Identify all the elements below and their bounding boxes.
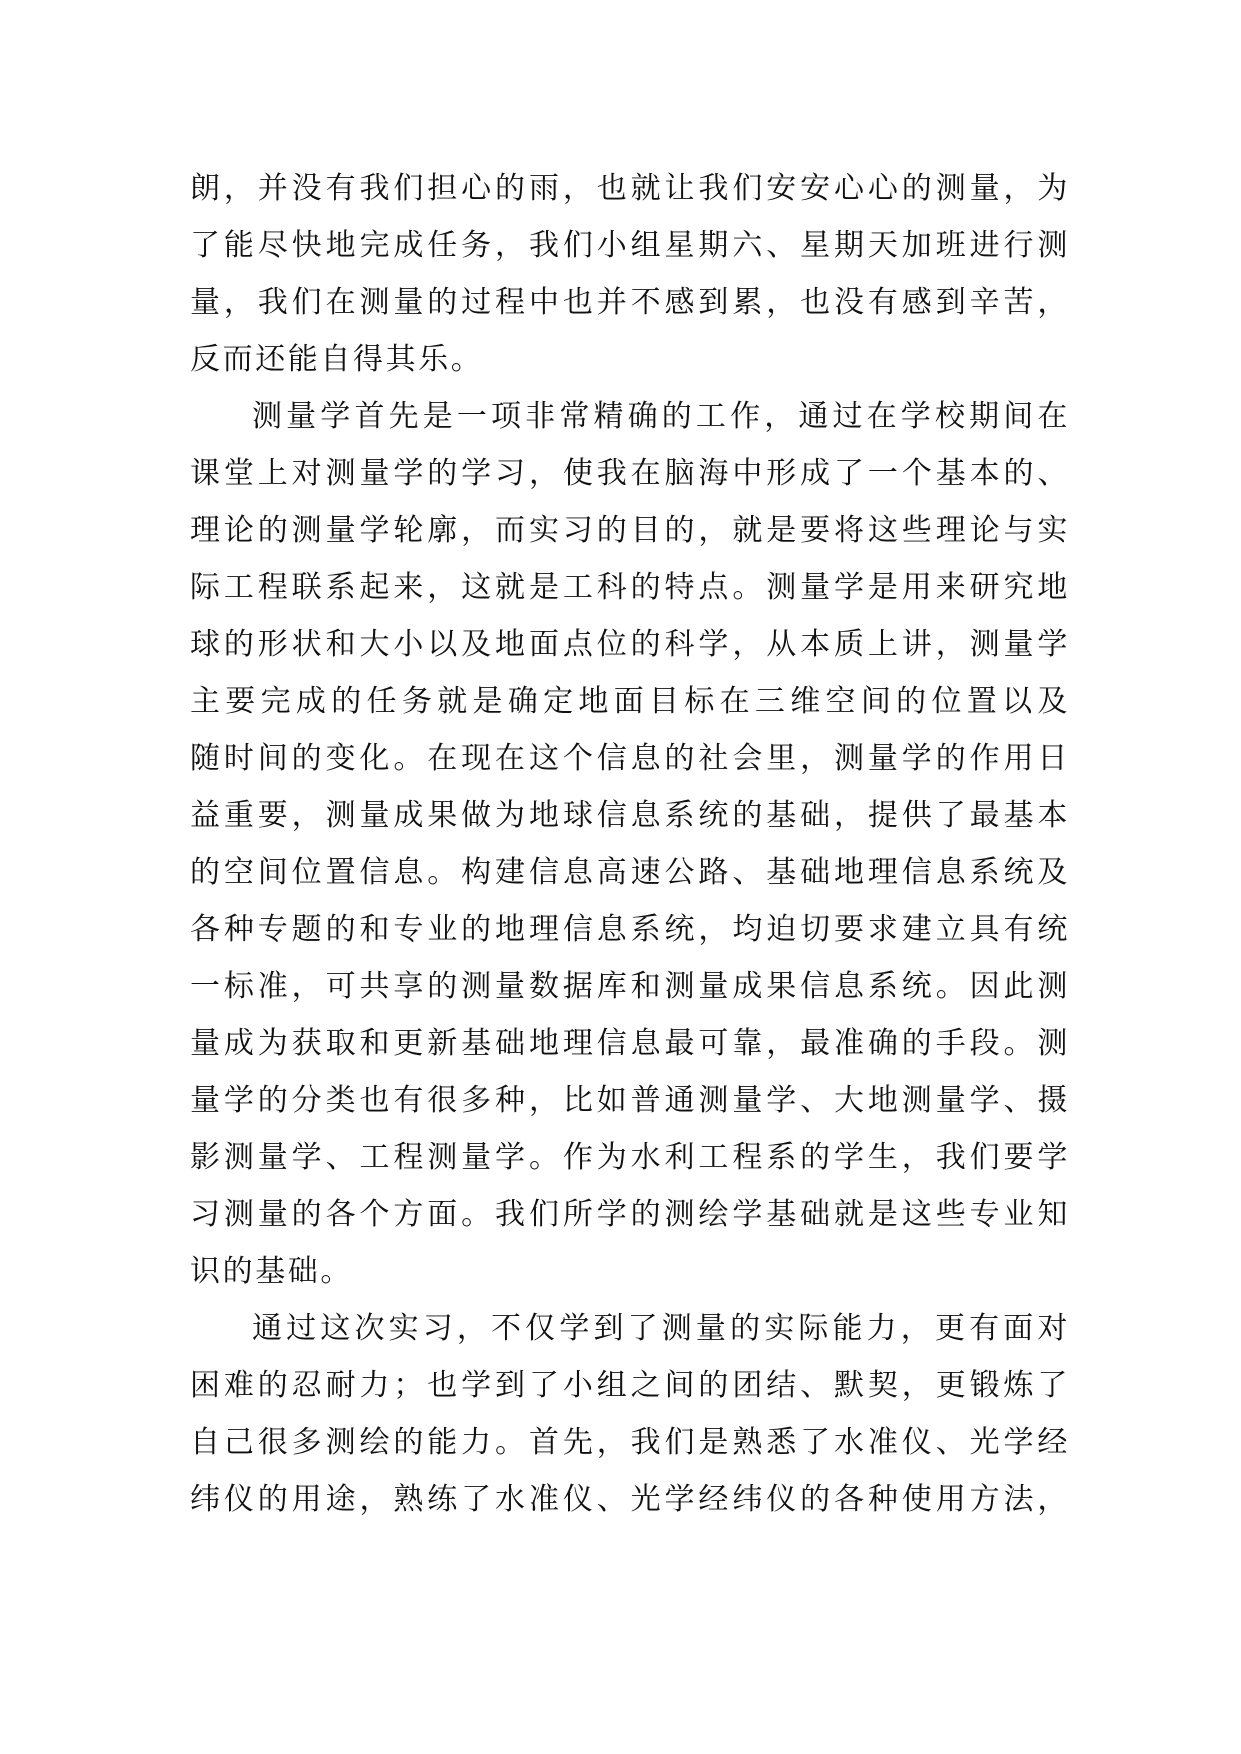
text-line: 自己很多测绘的能力。首先，我们是熟悉了水准仪、光学经: [190, 1425, 1070, 1460]
text-line: 益重要，测量成果做为地球信息系统的基础，提供了最基本: [190, 798, 1070, 833]
text-line: 际工程联系起来，这就是工科的特点。测量学是用来研究地: [190, 570, 1070, 605]
text-line: 量成为获取和更新基础地理信息最可靠，最准确的手段。测: [190, 1026, 1070, 1061]
text-line: 课堂上对测量学的学习，使我在脑海中形成了一个基本的、: [190, 456, 1070, 491]
text-line: 理论的测量学轮廓，而实习的目的，就是要将这些理论与实: [190, 513, 1070, 548]
text-line: 通过这次实习，不仅学到了测量的实际能力，更有面对: [252, 1311, 1070, 1346]
text-line: 了能尽快地完成任务，我们小组星期六、星期天加班进行测: [190, 228, 1070, 263]
paragraph-1: [190, 160, 1070, 388]
text-line: 随时间的变化。在现在这个信息的社会里，测量学的作用日: [190, 741, 1070, 776]
text-line: 困难的忍耐力；也学到了小组之间的团结、默契，更锻炼了: [190, 1368, 1070, 1403]
text-line: 识的基础。: [190, 1254, 353, 1289]
text-line: 一标准，可共享的测量数据库和测量成果信息系统。因此测: [190, 969, 1070, 1004]
text-line: 量学的分类也有很多种，比如普通测量学、大地测量学、摄: [190, 1083, 1070, 1118]
text-line: 各种专题的和专业的地理信息系统，均迫切要求建立具有统: [190, 912, 1070, 947]
paragraph-2: [190, 388, 1070, 1300]
document-page: [190, 160, 1070, 1528]
text-line: 反而还能自得其乐。: [190, 342, 484, 377]
text-line: 量，我们在测量的过程中也并不感到累，也没有感到辛苦，: [190, 285, 1070, 320]
text-line: 朗，并没有我们担心的雨，也就让我们安安心心的测量，为: [190, 171, 1070, 206]
text-line: 球的形状和大小以及地面点位的科学，从本质上讲，测量学: [190, 627, 1070, 662]
text-line: 的空间位置信息。构建信息高速公路、基础地理信息系统及: [190, 855, 1070, 890]
text-line: 主要完成的任务就是确定地面目标在三维空间的位置以及: [190, 684, 1070, 719]
text-line: 测量学首先是一项非常精确的工作，通过在学校期间在: [252, 399, 1070, 434]
paragraph-3: [190, 1300, 1070, 1528]
text-line: 影测量学、工程测量学。作为水利工程系的学生，我们要学: [190, 1140, 1070, 1175]
text-line: 习测量的各个方面。我们所学的测绘学基础就是这些专业知: [190, 1197, 1070, 1232]
text-line: 纬仪的用途，熟练了水准仪、光学经纬仪的各种使用方法，: [190, 1482, 1070, 1517]
